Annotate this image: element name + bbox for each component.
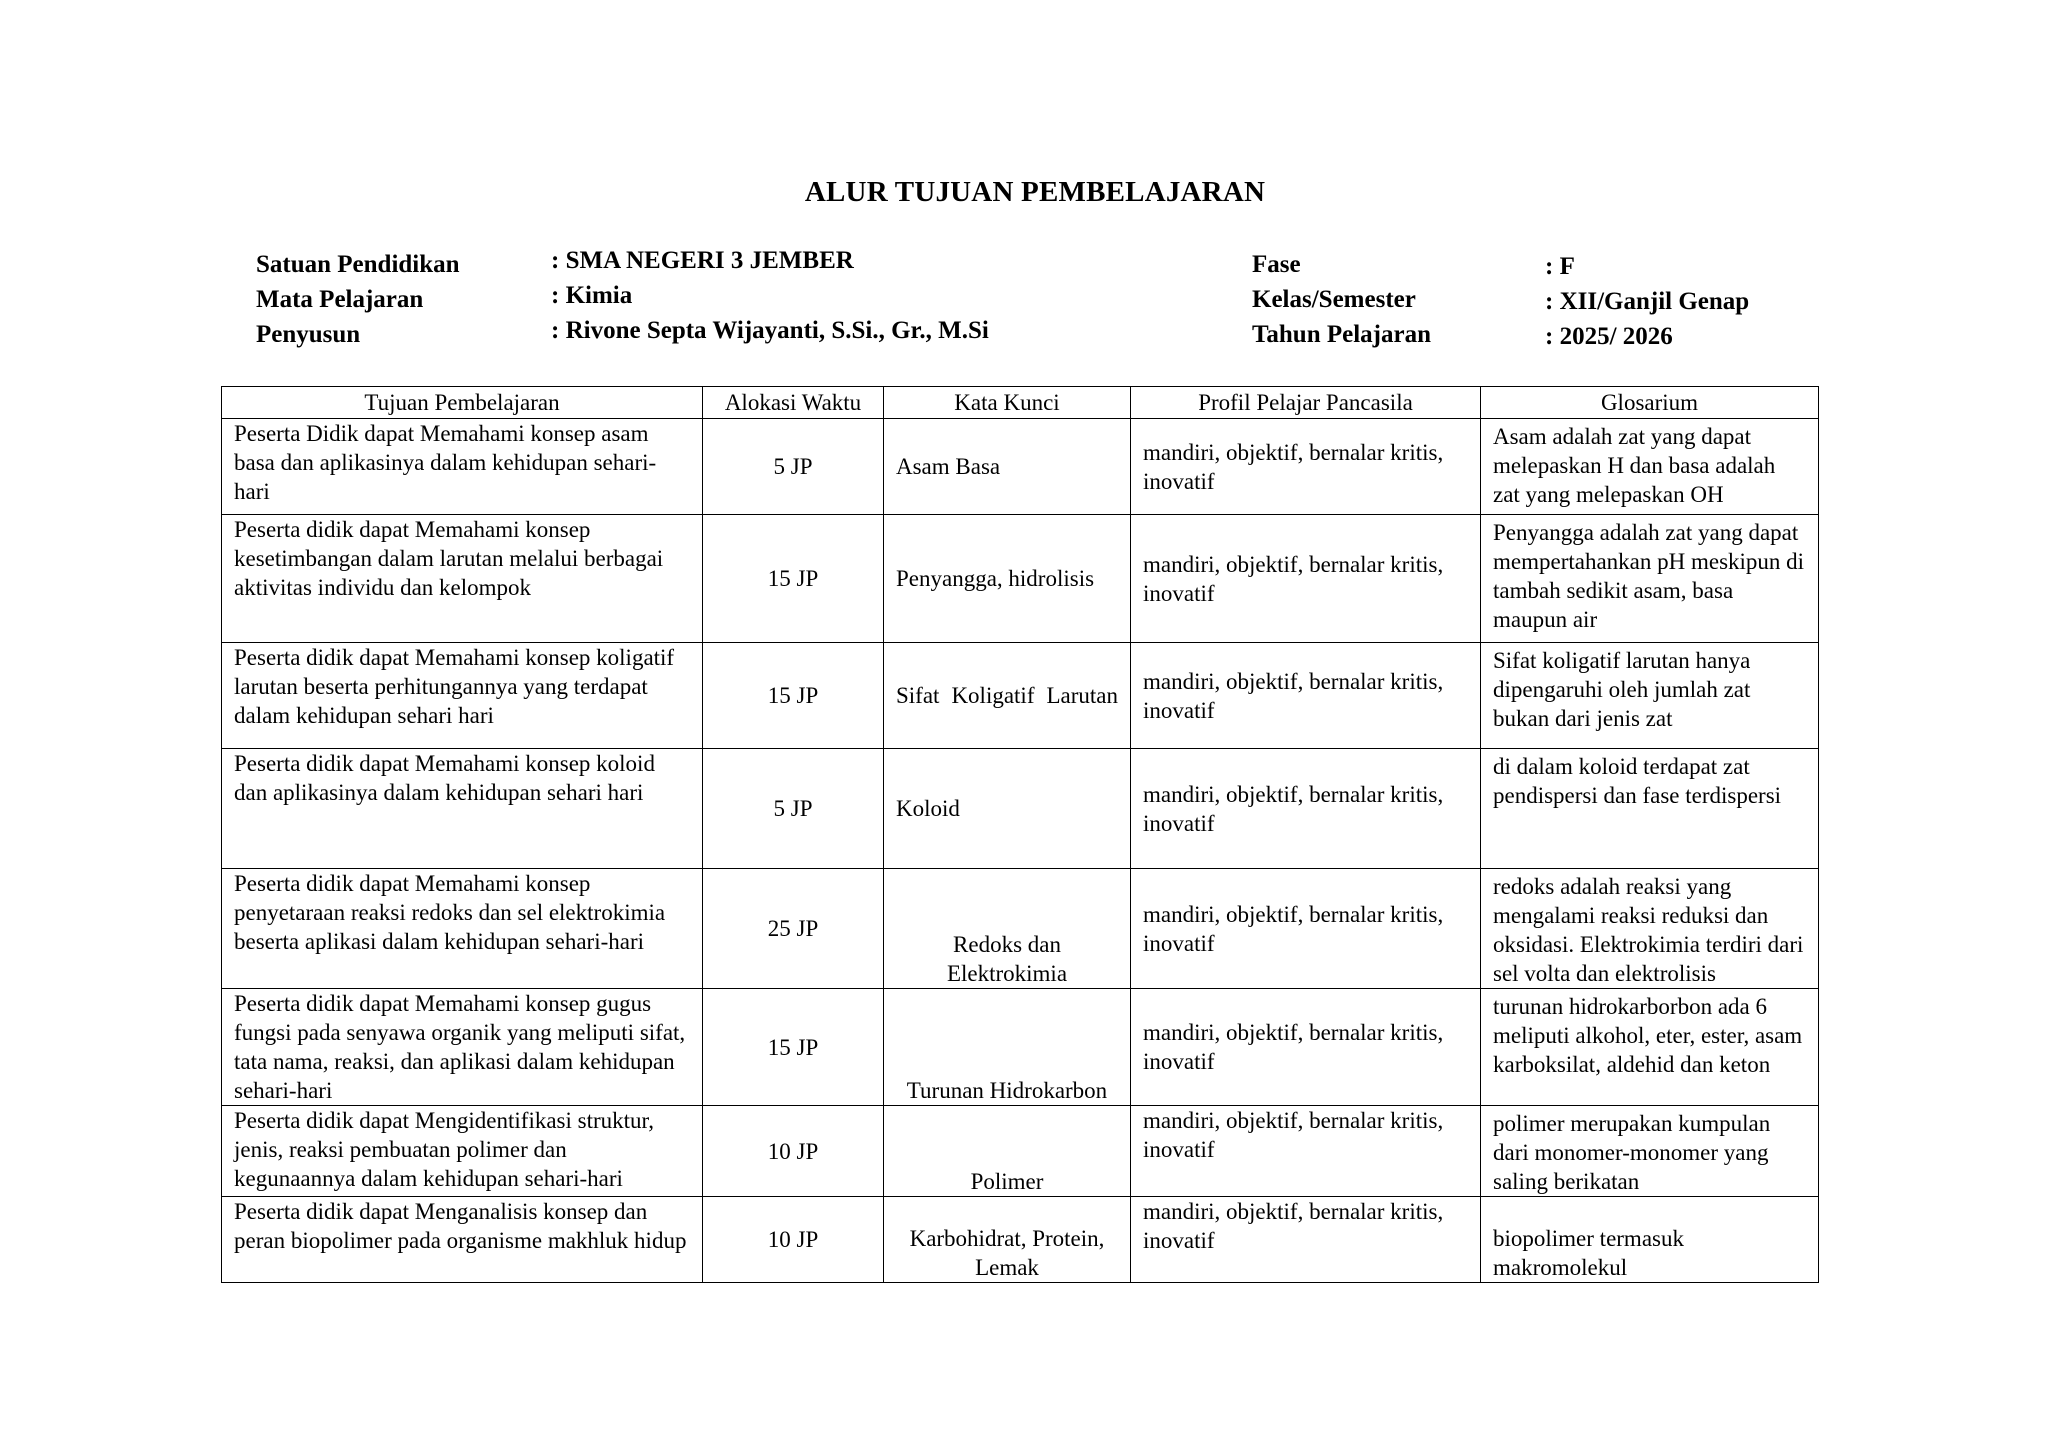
cell-profil: mandiri, objektif, bernalar kritis, inovatif (1131, 869, 1481, 989)
label-tahun-pelajaran: Tahun Pelajaran (1252, 321, 1431, 348)
value-fase: : F (1545, 253, 1575, 280)
table-row (222, 749, 1819, 869)
value-satuan-pendidikan: : SMA NEGERI 3 JEMBER (551, 247, 854, 274)
cell-tujuan: Peserta didik dapat Memahami konsep gugus fungsi pada senyawa organik yang meliputi sifat, tata nama, reaksi, dan aplikasi dalam kehidupan sehari-hari (222, 989, 703, 1106)
value-penyusun: : Rivone Septa Wijayanti, S.Si., Gr., M.Si (551, 317, 989, 344)
cell-glosarium: Penyangga adalah zat yang dapat mempertahankan pH meskipun di tambah sedikit asam, basa maupun air (1481, 515, 1819, 643)
label-fase: Fase (1252, 251, 1301, 278)
cell-glosarium: polimer merupakan kumpulan dari monomer-monomer yang saling berikatan (1481, 1106, 1819, 1197)
cell-alokasi: 25 JP (703, 869, 884, 989)
cell-profil: mandiri, objektif, bernalar kritis, inovatif (1131, 515, 1481, 643)
header-left-values (551, 244, 989, 349)
cell-kata-kunci: Turunan Hidrokarbon (884, 989, 1131, 1106)
table-header-row (222, 387, 1819, 419)
cell-alokasi: 15 JP (703, 989, 884, 1106)
label-penyusun: Penyusun (256, 321, 361, 348)
cell-glosarium: turunan hidrokarborbon ada 6 meliputi alkohol, eter, ester, asam karboksilat, aldehid dan keton (1481, 989, 1819, 1106)
cell-profil: mandiri, objektif, bernalar kritis, inovatif (1131, 1106, 1481, 1197)
cell-kata-kunci: Redoks dan Elektrokimia (884, 869, 1131, 989)
cell-tujuan: Peserta didik dapat Memahami konsep penyetaraan reaksi redoks dan sel elektrokimia beserta aplikasi dalam kehidupan sehari-hari (222, 869, 703, 989)
cell-glosarium: Sifat koligatif larutan hanya dipengaruhi oleh jumlah zat bukan dari jenis zat (1481, 643, 1819, 749)
cell-kata-kunci: Sifat Koligatif Larutan (884, 643, 1131, 749)
cell-profil: mandiri, objektif, bernalar kritis, inovatif (1131, 1197, 1481, 1283)
header-right-values (1545, 250, 1749, 355)
cell-tujuan: Peserta didik dapat Menganalisis konsep dan peran biopolimer pada organisme makhluk hidup (222, 1197, 703, 1283)
table-row (222, 989, 1819, 1106)
column-header-glosarium: Glosarium (1481, 387, 1819, 419)
value-mata-pelajaran: : Kimia (551, 282, 633, 309)
cell-glosarium: biopolimer termasuk makromolekul (1481, 1197, 1819, 1283)
cell-tujuan: Peserta Didik dapat Memahami konsep asam basa dan aplikasinya dalam kehidupan sehari-hari (222, 419, 703, 515)
cell-profil: mandiri, objektif, bernalar kritis, inovatif (1131, 419, 1481, 515)
cell-profil: mandiri, objektif, bernalar kritis, inovatif (1131, 643, 1481, 749)
label-mata-pelajaran: Mata Pelajaran (256, 286, 424, 313)
label-satuan-pendidikan: Satuan Pendidikan (256, 251, 460, 278)
cell-alokasi: 5 JP (703, 749, 884, 869)
cell-tujuan: Peserta didik dapat Memahami konsep koligatif larutan beserta perhitungannya yang terdapat dalam kehidupan sehari hari (222, 643, 703, 749)
cell-tujuan: Peserta didik dapat Mengidentifikasi struktur, jenis, reaksi pembuatan polimer dan kegunaannya dalam kehidupan sehari-hari (222, 1106, 703, 1197)
table-row (222, 419, 1819, 515)
cell-tujuan: Peserta didik dapat Memahami konsep koloid dan aplikasinya dalam kehidupan sehari hari (222, 749, 703, 869)
cell-alokasi: 10 JP (703, 1197, 884, 1283)
header-right-labels (1252, 248, 1431, 353)
table-row (222, 869, 1819, 989)
label-kelas-semester: Kelas/Semester (1252, 286, 1416, 313)
column-header-kata-kunci: Kata Kunci (884, 387, 1131, 419)
value-kelas-semester: : XII/Ganjil Genap (1545, 288, 1750, 315)
cell-alokasi: 5 JP (703, 419, 884, 515)
document-title: ALUR TUJUAN PEMBELAJARAN (804, 176, 1266, 208)
cell-glosarium: redoks adalah reaksi yang mengalami reaksi reduksi dan oksidasi. Elektrokimia terdiri dari sel volta dan elektrolisis (1481, 869, 1819, 989)
cell-kata-kunci: Koloid (884, 749, 1131, 869)
value-tahun-pelajaran: : 2025/ 2026 (1545, 323, 1673, 350)
table-row (222, 643, 1819, 749)
cell-kata-kunci: Penyangga, hidrolisis (884, 515, 1131, 643)
cell-kata-kunci: Asam Basa (884, 419, 1131, 515)
column-header-profil: Profil Pelajar Pancasila (1131, 387, 1481, 419)
cell-tujuan: Peserta didik dapat Memahami konsep kesetimbangan dalam larutan melalui berbagai aktivitas individu dan kelompok (222, 515, 703, 643)
table-row (222, 515, 1819, 643)
column-header-tujuan: Tujuan Pembelajaran (222, 387, 703, 419)
cell-alokasi: 15 JP (703, 643, 884, 749)
cell-alokasi: 10 JP (703, 1106, 884, 1197)
cell-kata-kunci: Karbohidrat, Protein, Lemak (884, 1197, 1131, 1283)
table-row (222, 1197, 1819, 1283)
header-left-labels (256, 248, 460, 353)
cell-kata-kunci: Polimer (884, 1106, 1131, 1197)
cell-profil: mandiri, objektif, bernalar kritis, inovatif (1131, 749, 1481, 869)
cell-glosarium: Asam adalah zat yang dapat melepaskan H dan basa adalah zat yang melepaskan OH (1481, 419, 1819, 515)
learning-objectives-table (221, 386, 1819, 1283)
cell-profil: mandiri, objektif, bernalar kritis, inovatif (1131, 989, 1481, 1106)
cell-alokasi: 15 JP (703, 515, 884, 643)
column-header-alokasi: Alokasi Waktu (703, 387, 884, 419)
table-row (222, 1106, 1819, 1197)
cell-glosarium: di dalam koloid terdapat zat pendispersi dan fase terdispersi (1481, 749, 1819, 869)
